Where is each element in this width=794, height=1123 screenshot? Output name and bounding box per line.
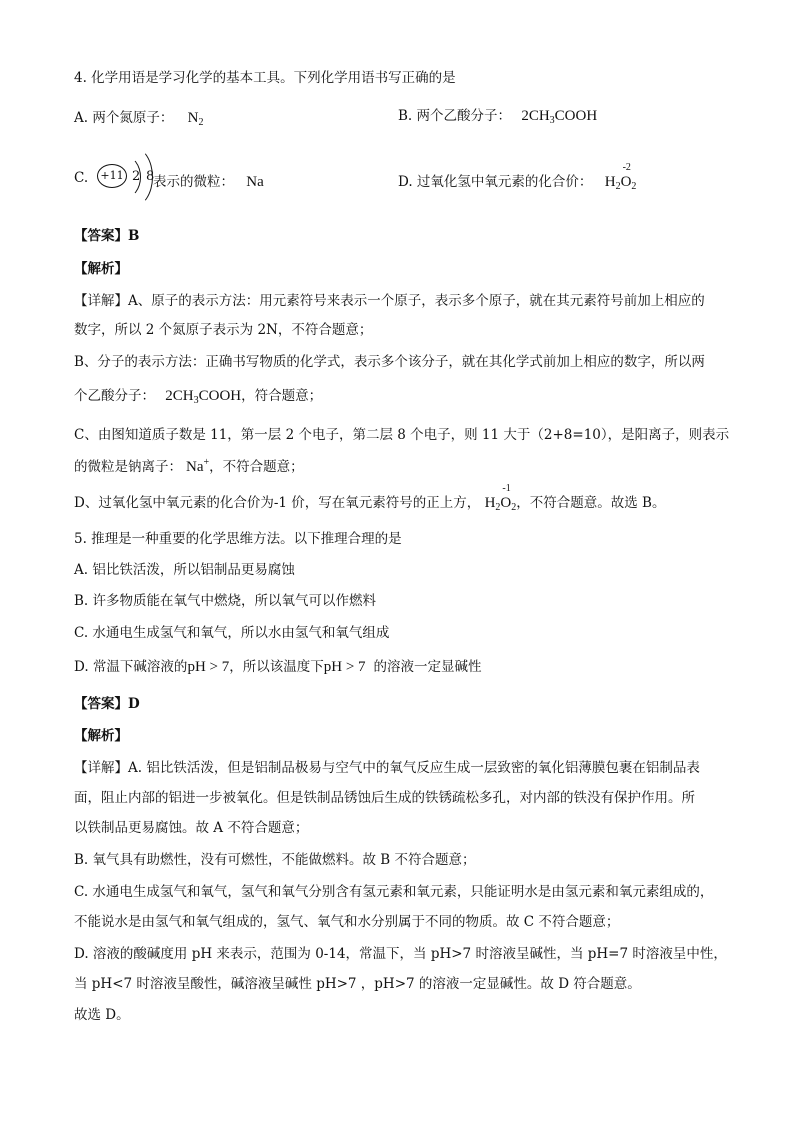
q4-option-d-h: H bbox=[604, 174, 616, 190]
q4-option-d-o: O bbox=[620, 174, 632, 190]
q4-option-c-formula: Na bbox=[246, 174, 264, 190]
q4-detail-line-4 bbox=[74, 384, 322, 406]
q4-title: 4. 化学用语是学习化学的基本工具。下列化学用语书写正确的是 bbox=[74, 70, 456, 86]
q4-detail-4-f1: 2CH bbox=[165, 388, 194, 404]
q4-option-b bbox=[398, 104, 597, 126]
q4-detail-7-valence: -1 bbox=[502, 483, 511, 494]
q4-detail-7-hsub: 2 bbox=[495, 502, 501, 513]
q4-detail-7-h: H bbox=[484, 495, 496, 511]
q4-detail-line-3: B、分子的表示方法：正确书写物质的化学式，表示多个该分子，就在其化学式前加上相应的数字，所以两 bbox=[74, 354, 705, 370]
q4-detail-7b: ，不符合题意。故选 B。 bbox=[516, 495, 666, 511]
q4-detail-4-sub: 3 bbox=[193, 395, 199, 406]
q5-answer-label: 【答案】 bbox=[74, 696, 128, 712]
q4-detail-line-2: 数字，所以 2 个氮原子表示为 2N，不符合题意； bbox=[74, 322, 373, 338]
q4-option-b-prefix: B. 两个乙酸分子： bbox=[398, 108, 512, 124]
q5-detail-line-7: D. 溶液的酸碱度用 pH 来表示，范围为 0-14，常温下，当 pH>7 时溶液呈碱性，当 pH=7 时溶液呈中性， bbox=[74, 946, 727, 962]
q4-option-a-formula: N bbox=[187, 110, 199, 126]
q4-option-a-sub: 2 bbox=[198, 117, 204, 128]
q4-detail-7-o: O bbox=[500, 495, 512, 511]
q4-answer-value: B bbox=[128, 228, 140, 244]
q4-detail-7-osub: 2 bbox=[511, 502, 517, 513]
q4-option-d-prefix: D. 过氧化氢中氧元素的化合价： bbox=[398, 174, 593, 190]
q4-option-c-label: 表示的微粒： bbox=[153, 174, 234, 190]
q5-answer-value: D bbox=[128, 696, 140, 712]
q5-option-c: C. 水通电生成氢气和氧气，所以水由氢气和氧气组成 bbox=[74, 625, 390, 641]
q4-answer bbox=[74, 224, 139, 244]
q4-option-b-sub: 3 bbox=[549, 115, 555, 126]
q4-analysis-label: 【解析】 bbox=[74, 261, 128, 277]
q5-analysis-label: 【解析】 bbox=[74, 728, 128, 744]
q4-detail-4a: 个乙酸分子： bbox=[74, 388, 155, 404]
q4-detail-6-sup: + bbox=[203, 457, 210, 468]
q5-option-d-c: 的溶液一定显碱性 bbox=[373, 659, 482, 675]
q4-option-d-valence: -2 bbox=[622, 162, 631, 173]
q4-option-d-osub: 2 bbox=[631, 181, 637, 192]
q5-option-b: B. 许多物质能在氧气中燃烧，所以氧气可以作燃料 bbox=[74, 593, 377, 609]
q5-detail-line-1: 【详解】A. 铝比铁活泼，但是铝制品极易与空气中的氧气反应生成一层致密的氧化铝薄膜包裹在铝制品表 bbox=[74, 760, 700, 776]
q4-option-a-prefix: A. 两个氮原子： bbox=[74, 110, 174, 126]
q4-detail-6a: 的微粒是钠离子： bbox=[74, 459, 182, 475]
q4-detail-line-1: 【详解】A、原子的表示方法：用元素符号来表示一个原子，表示多个原子，就在其元素符号前加上相应的 bbox=[74, 293, 705, 309]
q5-detail-line-8: 当 pH<7 时溶液呈酸性，碱溶液呈碱性 pH>7 ，pH>7 的溶液一定显碱性。故 D 符合题意。 bbox=[74, 976, 641, 992]
q4-option-b-f2: COOH bbox=[554, 108, 598, 124]
q4-option-b-f1: 2CH bbox=[521, 108, 550, 124]
q4-option-c-prefix: C. bbox=[74, 170, 89, 186]
q5-title: 5. 推理是一种重要的化学思维方法。以下推理合理的是 bbox=[74, 531, 402, 547]
q4-detail-6-f: Na bbox=[186, 459, 204, 475]
q4-option-d-hsub: 2 bbox=[615, 181, 621, 192]
q5-option-d bbox=[74, 655, 482, 676]
q4-detail-6b: ，不符合题意； bbox=[209, 459, 304, 475]
q4-option-c-text bbox=[153, 170, 264, 191]
q4-option-d bbox=[398, 162, 637, 192]
shell-2-electrons: 8 bbox=[146, 169, 155, 184]
q5-detail-line-3: 以铁制品更易腐蚀。故 A 不符合题意； bbox=[74, 820, 309, 836]
q5-option-d-f2: pH > 7 bbox=[323, 659, 366, 675]
shell-1-electrons: 2 bbox=[132, 169, 141, 184]
q5-option-d-a: D. 常温下碱溶液的 bbox=[74, 659, 188, 675]
q5-detail-line-2: 面，阻止内部的铝进一步被氧化。但是铁制品锈蚀后生成的铁锈疏松多孔，对内部的铁没有保护作用。所 bbox=[74, 790, 695, 806]
q4-detail-line-6 bbox=[74, 455, 304, 476]
q4-detail-7a: D、过氧化氢中氧元素的化合价为-1 价，写在氧元素符号的正上方， bbox=[74, 495, 481, 511]
q5-detail-line-5: C. 水通电生成氢气和氧气，氢气和氧气分别含有氢元素和氧元素，只能证明水是由氢元素和氧元素组成的， bbox=[74, 884, 714, 900]
q5-option-a: A. 铝比铁活泼，所以铝制品更易腐蚀 bbox=[74, 562, 295, 578]
q4-detail-line-5: C、由图知道质子数是 11，第一层 2 个电子，第二层 8 个电子，则 11 大于（2+8=10），是阳离子，则表示 bbox=[74, 427, 730, 443]
q5-detail-line-9: 故选 D。 bbox=[74, 1007, 130, 1023]
q5-detail-line-6: 不能说水是由氢气和氧气组成的，氢气、氧气和水分别属于不同的物质。故 C 不符合题意； bbox=[74, 914, 620, 930]
q5-option-d-b: ，所以该温度下 bbox=[229, 659, 324, 675]
atom-nucleus: +11 bbox=[97, 164, 127, 188]
q4-option-a bbox=[74, 106, 203, 128]
q4-detail-4-f2: COOH bbox=[198, 388, 242, 404]
q4-detail-4b: ，符合题意； bbox=[241, 388, 323, 404]
q5-answer bbox=[74, 692, 140, 712]
q5-option-d-f1: pH > 7 bbox=[187, 659, 230, 675]
q4-answer-label: 【答案】 bbox=[74, 228, 128, 244]
q4-detail-line-7 bbox=[74, 483, 666, 513]
q5-detail-line-4: B. 氧气具有助燃性，没有可燃性，不能做燃料。故 B 不符合题意； bbox=[74, 852, 476, 868]
